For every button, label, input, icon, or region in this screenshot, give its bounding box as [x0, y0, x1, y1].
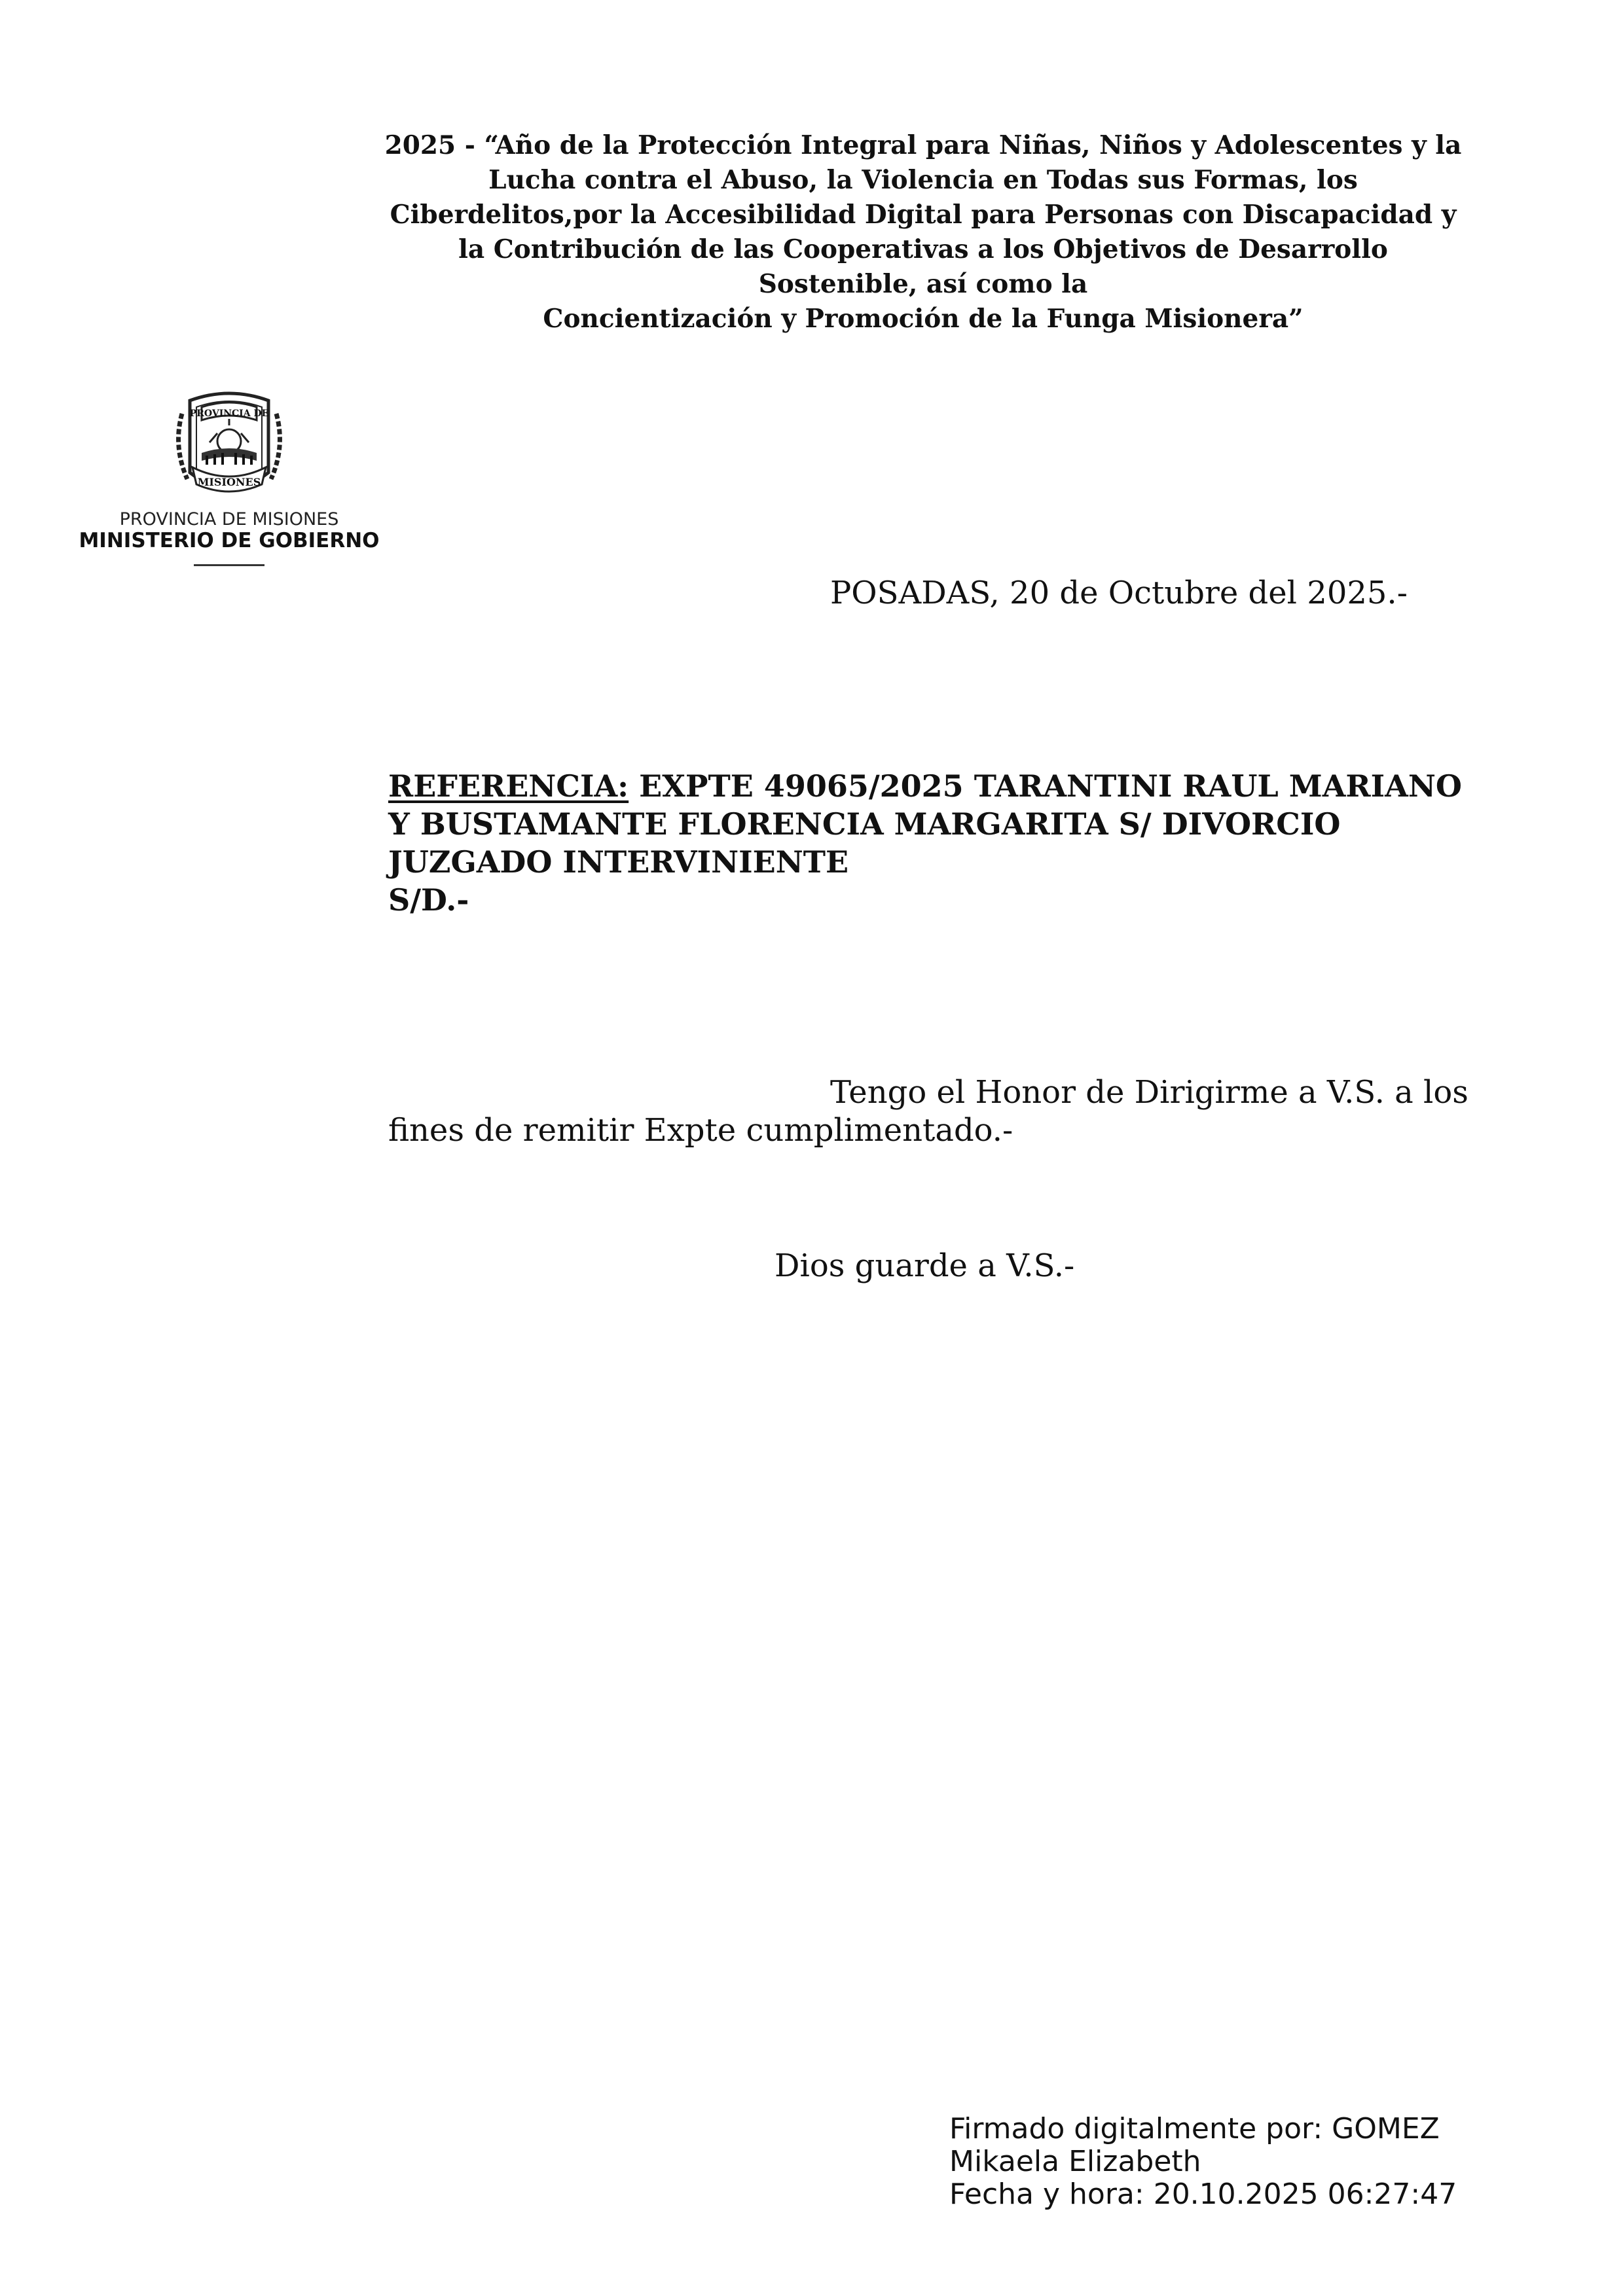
logo-ministry-text: MINISTERIO DE GOBIERNO: [79, 529, 380, 552]
reference-recipient: JUZGADO INTERVINIENTE: [388, 844, 849, 880]
body-line: fines de remitir Expte cumplimentado.-: [388, 1112, 1013, 1149]
reference-line: [388, 767, 1514, 805]
signature-timestamp: Fecha y hora: 20.10.2025 06:27:47: [949, 2178, 1457, 2211]
reference-line: Y BUSTAMANTE FLORENCIA MARGARITA S/ DIVORCIO: [388, 806, 1341, 842]
signature-signer: Firmado digitalmente por: GOMEZ: [949, 2112, 1440, 2145]
seal-text-bottom: MISIONES: [197, 476, 261, 488]
logo-divider: [194, 564, 264, 566]
digital-signature: [949, 2113, 1457, 2211]
reference-block: [388, 767, 1514, 919]
reference-label: REFERENCIA:: [388, 768, 629, 804]
motto-line: 2025 - “Año de la Protección Integral para Niñas, Niños y Adolescentes y la: [384, 130, 1462, 160]
motto-line: Sostenible, así como la: [758, 269, 1088, 299]
body-line: Tengo el Honor de Dirigirme a V.S. a los: [830, 1074, 1468, 1111]
seal-text-top: PROVINCIA DE: [189, 408, 269, 419]
motto-line: Ciberdelitos,por la Accesibilidad Digital para Personas con Discapacidad y: [390, 200, 1457, 230]
motto-line: Concientización y Promoción de la Funga Misionera”: [543, 304, 1304, 334]
closing-salutation: Dios guarde a V.S.-: [775, 1247, 1075, 1284]
document-date: POSADAS, 20 de Octubre del 2025.-: [830, 575, 1408, 611]
reference-expediente: EXPTE 49065/2025 TARANTINI RAUL MARIANO: [629, 768, 1462, 804]
motto-line: la Contribución de las Cooperativas a los Objetivos de Desarrollo: [458, 234, 1388, 264]
provincial-seal-icon: [164, 387, 295, 505]
reference-sd: S/D.-: [388, 882, 469, 918]
logo-province-text: PROVINCIA DE MISIONES: [119, 509, 339, 529]
ministry-logo: [72, 387, 386, 577]
motto-line: Lucha contra el Abuso, la Violencia en Todas sus Formas, los: [488, 165, 1358, 195]
signature-name: Mikaela Elizabeth: [949, 2145, 1201, 2178]
body-paragraph: [388, 1073, 1475, 1149]
header-motto: [367, 128, 1480, 336]
